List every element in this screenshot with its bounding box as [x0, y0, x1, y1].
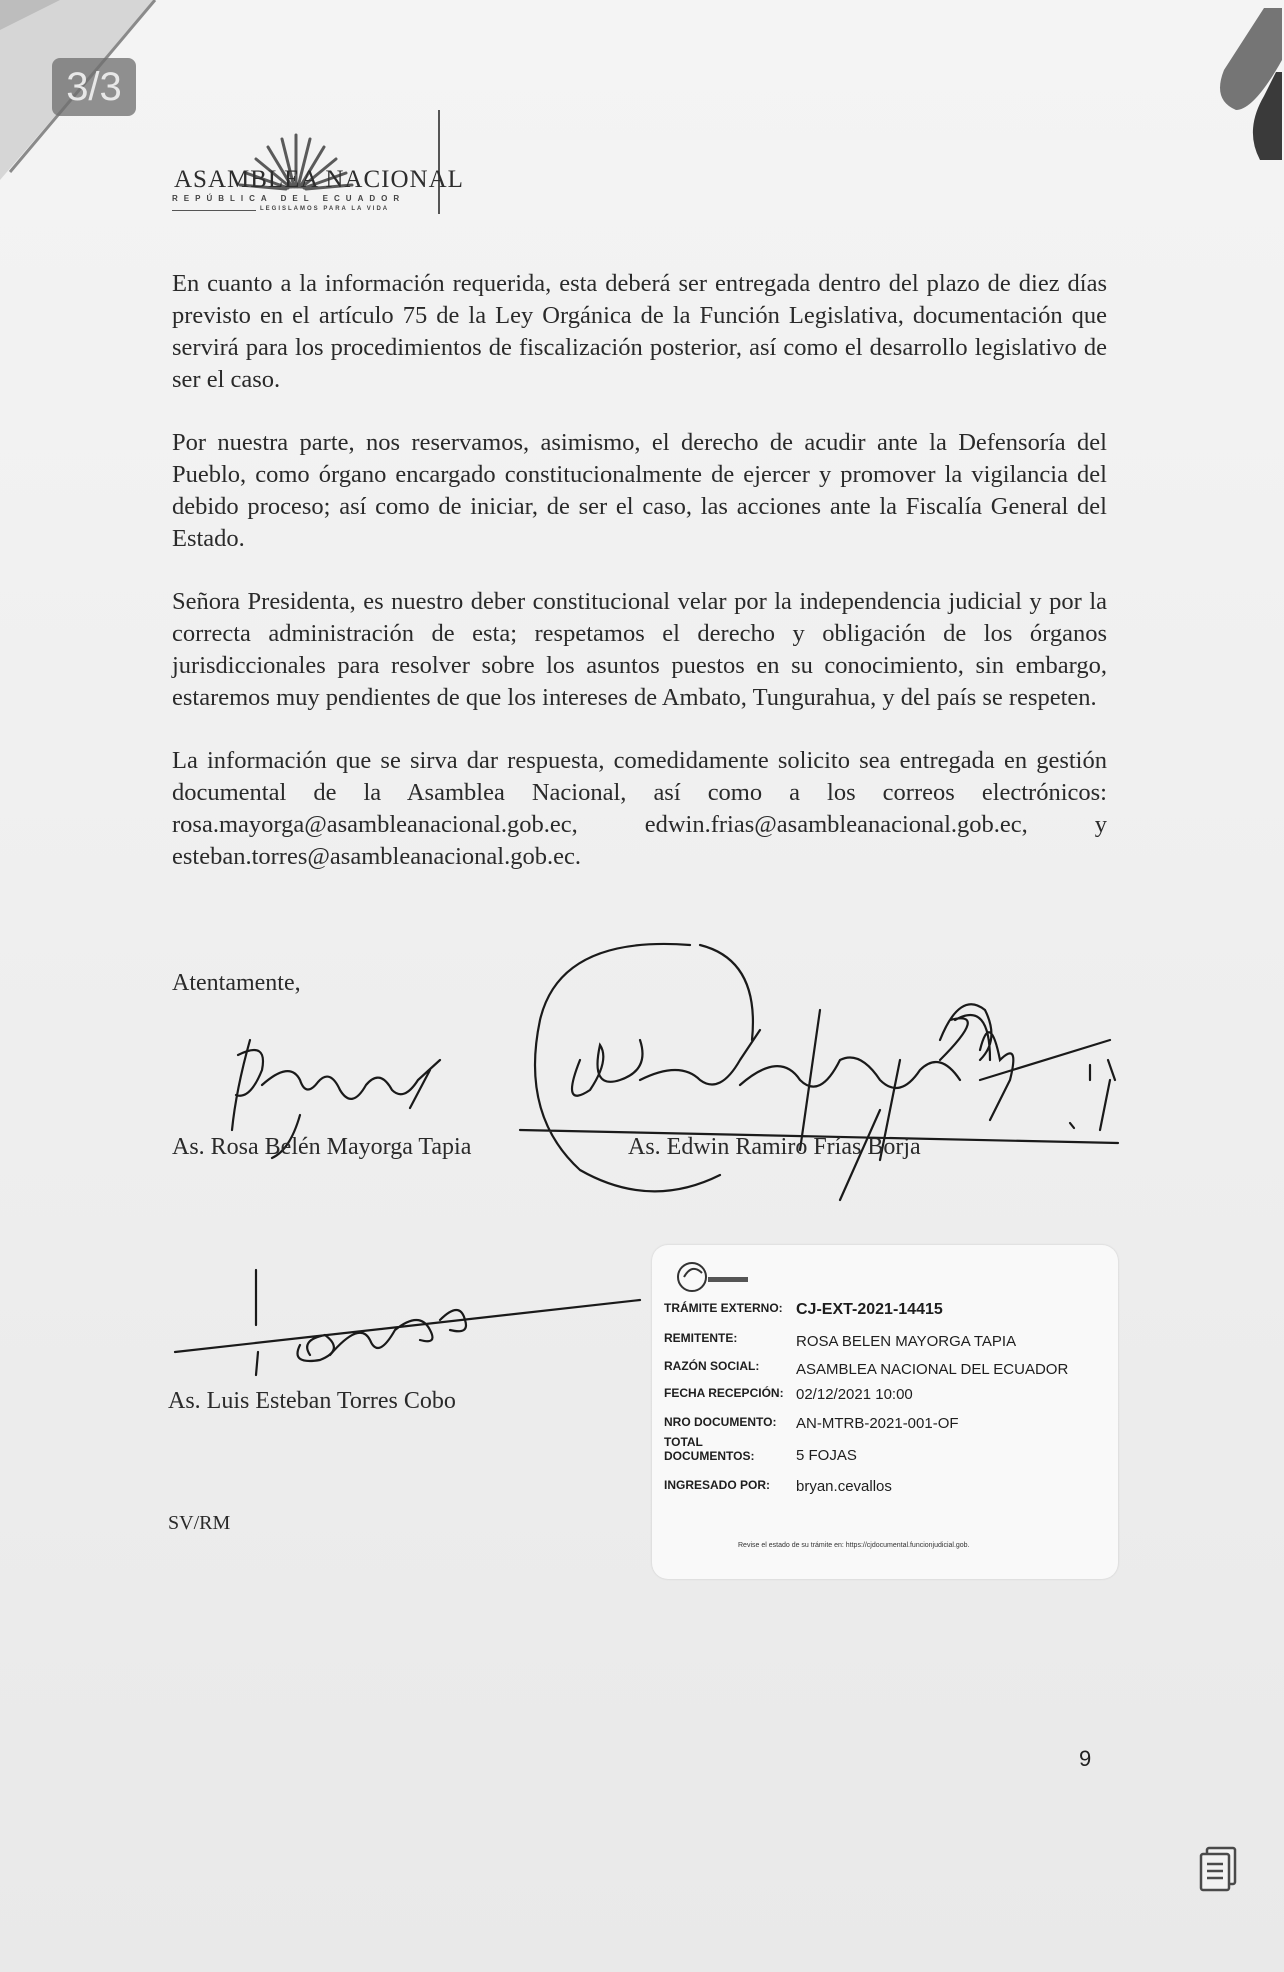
body-paragraph: Por nuestra parte, nos reservamos, asimismo, el derecho de acudir ante la Defensoría del Pueblo, como órgano encargado constitucionalmente de ejercer y promover la vigilancia del debido proceso; así como de iniciar, de ser el caso, las acciones ante la Fiscalía General del Estado.: [172, 429, 1107, 552]
page-number: 9: [1079, 1746, 1092, 1771]
stamp-label: INGRESADO POR:: [664, 1478, 771, 1492]
signatory-name: As. Rosa Belén Mayorga Tapia: [172, 1134, 472, 1160]
letterhead-slogan: LEGISLAMOS PARA LA VIDA: [260, 206, 390, 212]
document-icon[interactable]: [1198, 1846, 1238, 1892]
closing-salutation: Atentamente,: [172, 970, 301, 996]
stamp-label: FECHA RECEPCIÓN:: [664, 1386, 784, 1400]
stamp-label: TRÁMITE EXTERNO:: [664, 1301, 783, 1315]
body-paragraph: La información que se sirva dar respuesta, comedidamente solicito sea entregada en gestión documental de la Asamblea Nacional, así como a los correos electrónicos: rosa.mayorga@asambleanacional.gob.ec, edwin.frias@asambleanacional.gob.ec, y esteban.torres@asambleanacional.gob.ec.: [172, 747, 1107, 870]
stamp-value: 5 FOJAS: [796, 1447, 857, 1464]
page-counter: 3/3: [52, 58, 136, 116]
reference-initials: SV/RM: [168, 1512, 231, 1534]
stamp-value: ROSA BELEN MAYORGA TAPIA: [796, 1333, 1017, 1350]
stamp-label: NRO DOCUMENTO:: [664, 1415, 777, 1429]
stamp-value: AN-MTRB-2021-001-OF: [796, 1415, 959, 1432]
funcion-judicial-logo-icon: [672, 1255, 752, 1295]
stamp-footer-note: Revise el estado de su trámite en: https://cjdocumental.funcionjudicial.gob.: [738, 1542, 970, 1549]
letterhead-title: ASAMBLEA NACIONAL: [174, 166, 464, 193]
body-paragraph: Señora Presidenta, es nuestro deber constitucional velar por la independencia judicial y por la correcta administración de esta; respetamos el derecho y obligación de los órganos jurisdiccionales para resolver sobre los asuntos puestos en su conocimiento, sin embargo, estaremos muy pendientes de que los intereses de Ambato, Tungurahua, y del país se respeten.: [172, 588, 1107, 711]
stamp-value: 02/12/2021 10:00: [796, 1386, 913, 1403]
signature-torres: [175, 1270, 640, 1375]
stamp-value: CJ-EXT-2021-14415: [796, 1301, 943, 1318]
signatory-name: As. Edwin Ramiro Frías Borja: [628, 1134, 921, 1160]
letterhead-subtitle: REPÚBLICA DEL ECUADOR: [172, 194, 406, 203]
signature-frias: [520, 944, 1118, 1200]
stamp-value: bryan.cevallos: [796, 1478, 892, 1495]
body-paragraph: En cuanto a la información requerida, esta deberá ser entregada dentro del plazo de diez días previsto en el artículo 75 de la Ley Orgánica de la Función Legislativa, documentación que servirá para los procedimientos de fiscalización posterior, así como el desarrollo legislativo de ser el caso.: [172, 270, 1107, 393]
signatory-name: As. Luis Esteban Torres Cobo: [168, 1388, 456, 1414]
stamp-label: RAZÓN SOCIAL:: [664, 1359, 760, 1373]
stamp-value: ASAMBLEA NACIONAL DEL ECUADOR: [796, 1361, 1069, 1378]
stamp-label: REMITENTE:: [664, 1331, 738, 1345]
stamp-label: TOTAL DOCUMENTOS:: [664, 1435, 755, 1463]
reception-stamp: [652, 1245, 1118, 1579]
